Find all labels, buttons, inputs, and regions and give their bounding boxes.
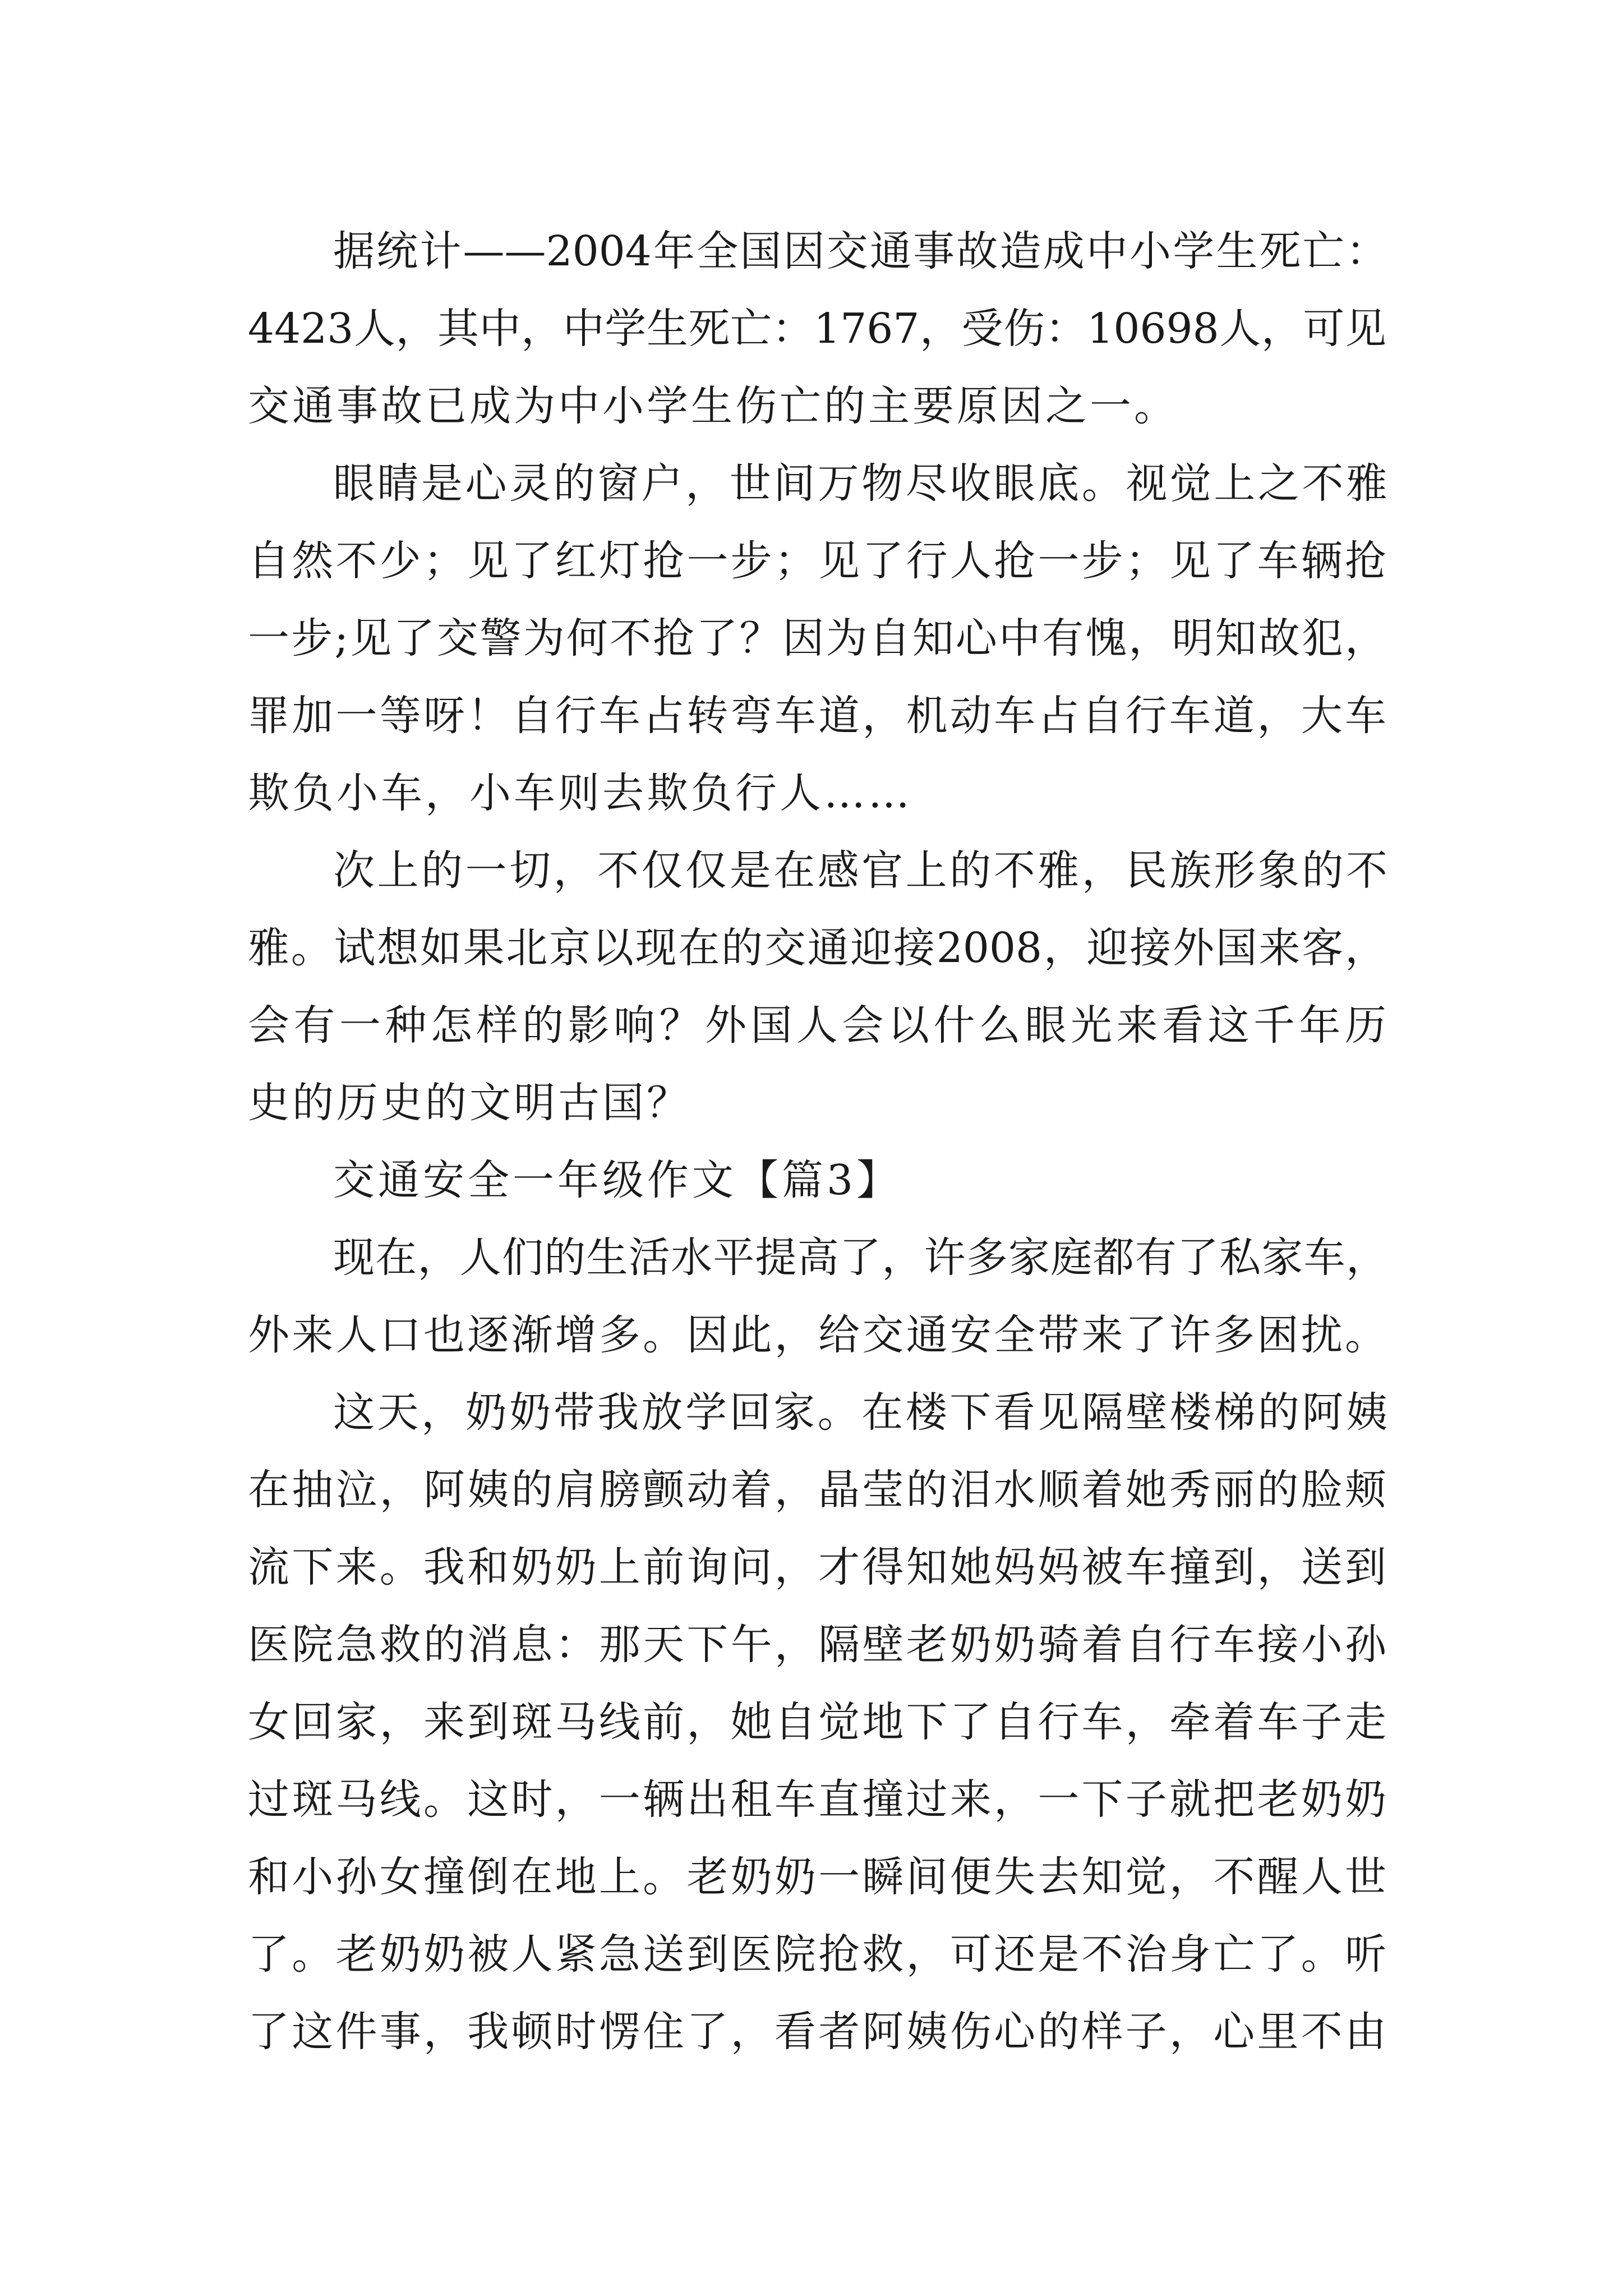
paragraph-5-line-9: 了这件事，我顿时愣住了，看者阿姨伤心的样子，心里不由 bbox=[248, 2008, 1386, 2056]
paragraph-2-line-1: 眼睛是心灵的窗户，世间万物尽收眼底。视觉上之不雅 bbox=[333, 459, 1387, 508]
paragraph-2-line-5: 欺负小车，小车则去欺负行人…… bbox=[248, 769, 912, 817]
paragraph-4-line-1: 现在，人们的生活水平提高了，许多家庭都有了私家车， bbox=[333, 1234, 1387, 1282]
paragraph-5-line-6: 过斑马线。这时，一辆出租车直撞过来，一下子就把老奶奶 bbox=[248, 1775, 1386, 1824]
paragraph-5-line-1: 这天，奶奶带我放学回家。在楼下看见隔壁楼梯的阿姨 bbox=[333, 1388, 1387, 1437]
paragraph-2-line-4: 罪加一等呀！自行车占转弯车道，机动车占自行车道，大车 bbox=[248, 692, 1386, 740]
paragraph-2-line-3: 一步;见了交警为何不抢了？因为自知心中有愧，明知故犯， bbox=[248, 614, 1386, 662]
paragraph-5-line-7: 和小孙女撞倒在地上。老奶奶一瞬间便失去知觉，不醒人世 bbox=[248, 1853, 1386, 1901]
section-heading: 交通安全一年级作文【篇3】 bbox=[333, 1156, 902, 1204]
paragraph-3-line-4: 史的历史的文明古国？ bbox=[248, 1079, 691, 1127]
paragraph-2-line-2: 自然不少；见了红灯抢一步；见了行人抢一步；见了车辆抢 bbox=[248, 537, 1386, 585]
paragraph-1-line-3: 交通事故已成为中小学生伤亡的主要原因之一。 bbox=[248, 382, 1178, 430]
paragraph-5-line-3: 流下来。我和奶奶上前询问，才得知她妈妈被车撞到，送到 bbox=[248, 1543, 1386, 1591]
paragraph-4-line-2: 外来人口也逐渐增多。因此，给交通安全带来了许多困扰。 bbox=[248, 1311, 1386, 1359]
paragraph-5-line-5: 女回家，来到斑马线前，她自觉地下了自行车，牵着车子走 bbox=[248, 1698, 1386, 1746]
paragraph-3-line-2: 雅。试想如果北京以现在的交通迎接2008，迎接外国来客， bbox=[248, 924, 1386, 972]
paragraph-5-line-8: 了。老奶奶被人紧急送到医院抢救，可还是不治身亡了。听 bbox=[248, 1930, 1386, 1978]
paragraph-5-line-4: 医院急救的消息：那天下午，隔壁老奶奶骑着自行车接小孙 bbox=[248, 1621, 1386, 1669]
paragraph-3-line-3: 会有一种怎样的影响？外国人会以什么眼光来看这千年历 bbox=[248, 1001, 1386, 1050]
paragraph-3-line-1: 次上的一切，不仅仅是在感官上的不雅，民族形象的不 bbox=[333, 846, 1387, 895]
paragraph-5-line-2: 在抽泣，阿姨的肩膀颤动着，晶莹的泪水顺着她秀丽的脸颊 bbox=[248, 1466, 1386, 1514]
paragraph-1-line-2: 4423人，其中，中学生死亡：1767，受伤：10698人，可见 bbox=[248, 305, 1386, 353]
paragraph-1-line-1: 据统计——2004年全国因交通事故造成中小学生死亡： bbox=[333, 227, 1387, 275]
